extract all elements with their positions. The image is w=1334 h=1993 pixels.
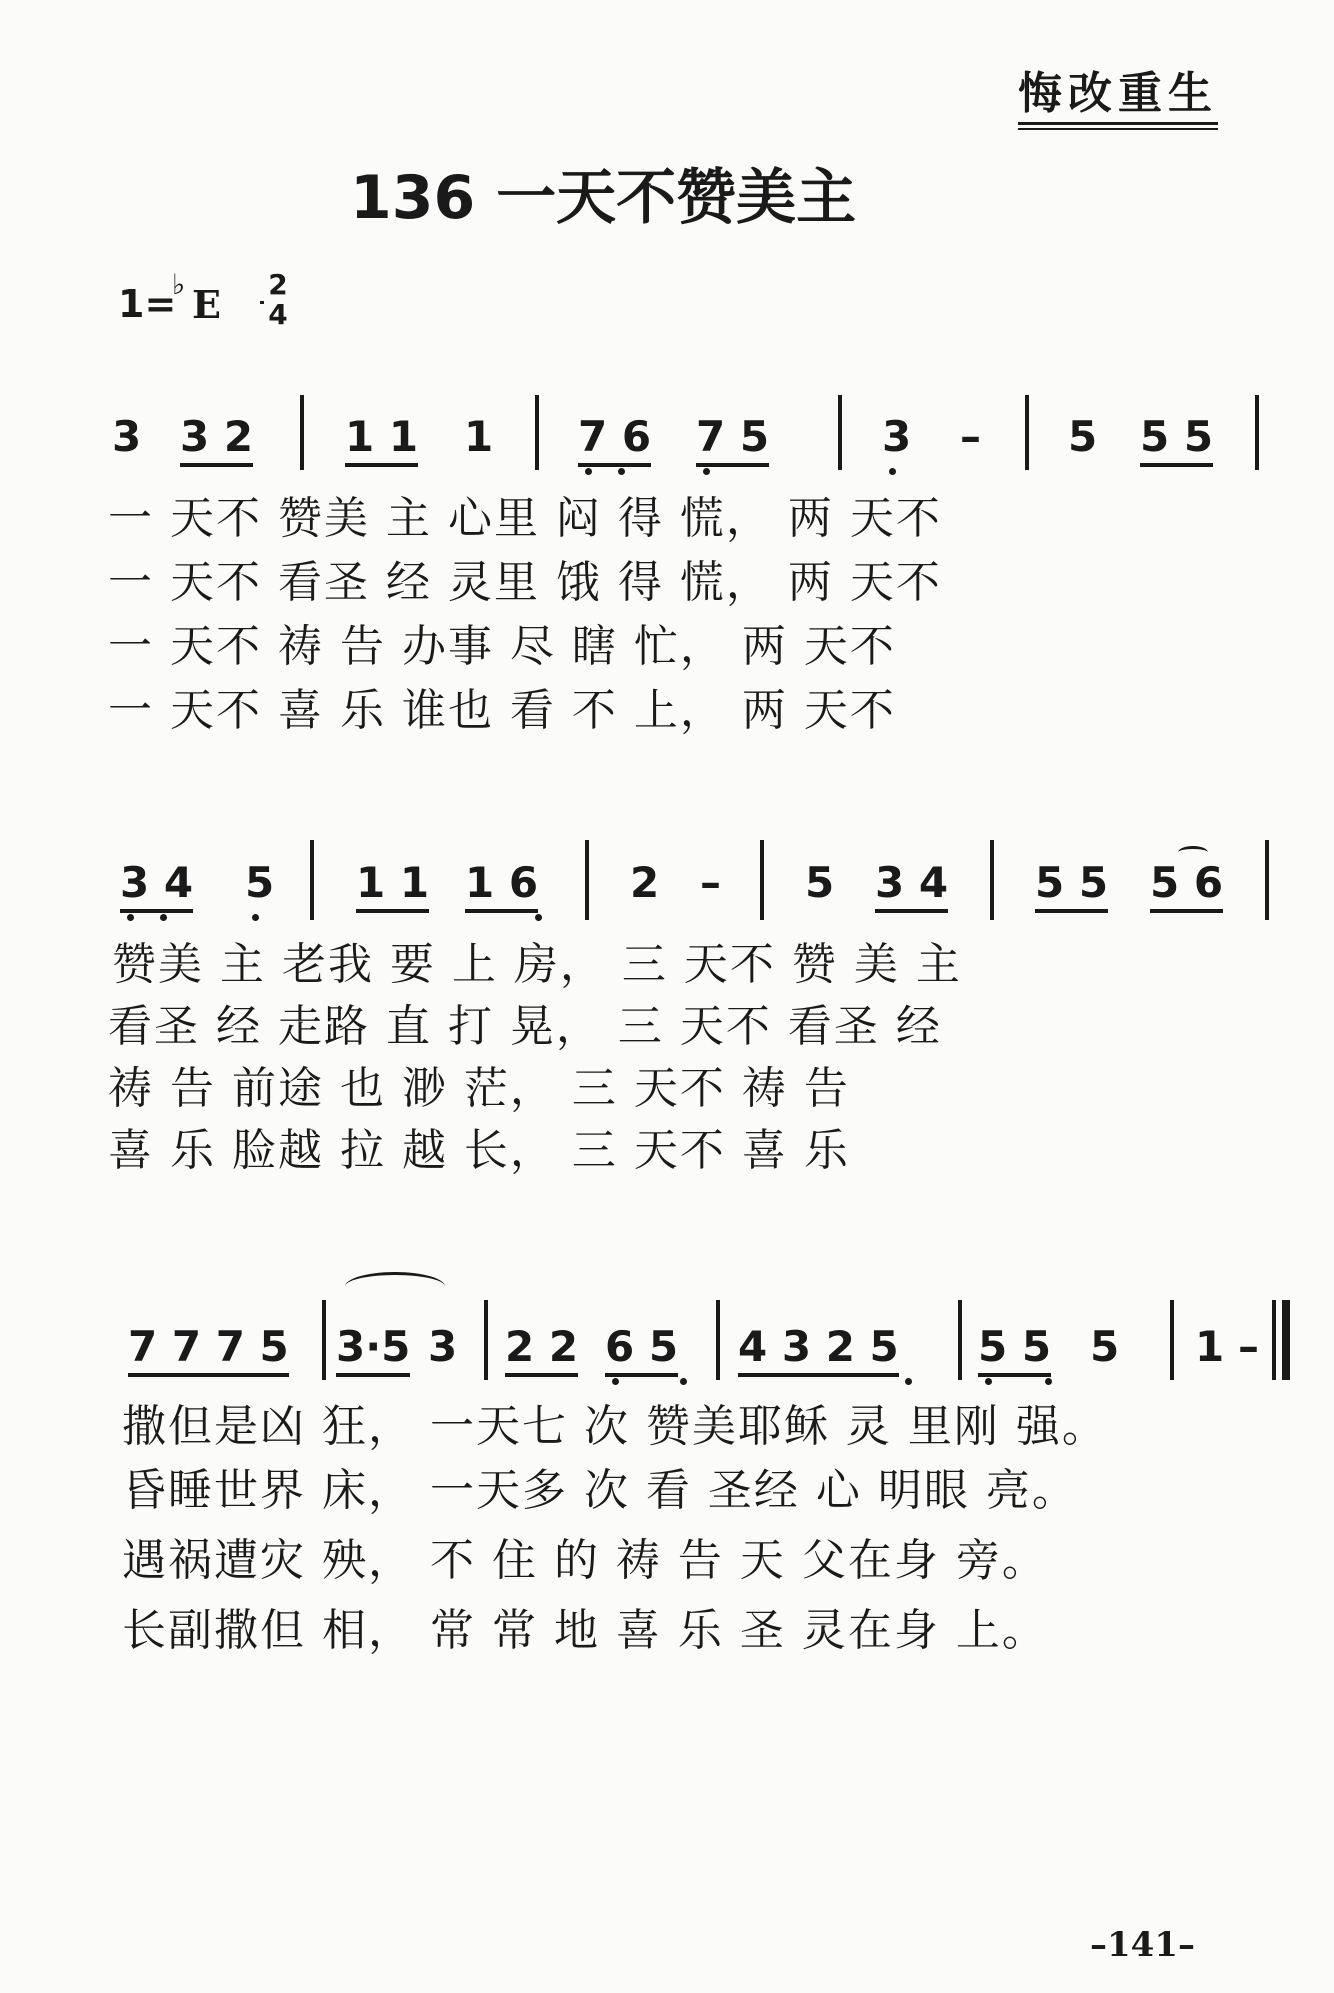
note-group: 3 4 bbox=[120, 858, 193, 913]
note: – bbox=[960, 412, 981, 461]
lyric-line: 遇祸遭灾 殃， 不 住 的 祷 告 天 父在身 旁。 bbox=[122, 1535, 1048, 1586]
lyric-line: 昏睡世界 床， 一天多 次 看 圣经 心 明眼 亮。 bbox=[122, 1465, 1078, 1516]
note: 3 bbox=[882, 412, 912, 461]
flat-sign: ♭ bbox=[172, 268, 186, 301]
note-group: 4 3 2 5 bbox=[738, 1322, 899, 1377]
note: – bbox=[700, 858, 721, 907]
time-top: 2 bbox=[268, 268, 288, 301]
lyric-line: 撒但是凶 狂， 一天七 次 赞美耶稣 灵 里刚 强。 bbox=[122, 1401, 1108, 1452]
note-group: 1 1 bbox=[345, 412, 418, 467]
note-group: 3 4 bbox=[875, 858, 948, 913]
note-group: 3 2 bbox=[180, 412, 253, 467]
note-group: 7 6 bbox=[578, 412, 651, 467]
note: 2 bbox=[630, 858, 660, 907]
note-group: 6 5 bbox=[605, 1322, 678, 1377]
time-signature bbox=[260, 270, 296, 330]
note-group: 5 6 bbox=[1150, 858, 1223, 913]
lyric-line: 喜 乐 脸越 拉 越 长， 三 天不 喜 乐 bbox=[108, 1125, 850, 1176]
note-group: 1 6 bbox=[465, 858, 538, 913]
note: 3 bbox=[112, 412, 142, 461]
lyric-line: 一 天不 赞美 主 心里 闷 得 慌， 两 天不 bbox=[108, 493, 942, 544]
note: 5 bbox=[805, 858, 835, 907]
note: 3 bbox=[428, 1322, 458, 1371]
note: 1 bbox=[464, 412, 494, 461]
lyric-line: 祷 告 前途 也 渺 茫， 三 天不 祷 告 bbox=[108, 1063, 850, 1114]
lyric-line: 一 天不 喜 乐 谁也 看 不 上， 两 天不 bbox=[108, 685, 896, 736]
key-prefix: 1= bbox=[118, 282, 177, 326]
lyric-line: 看圣 经 走路 直 打 晃， 三 天不 看圣 经 bbox=[108, 1001, 942, 1052]
lyric-line: 一 天不 祷 告 办事 尽 瞎 忙， 两 天不 bbox=[108, 621, 896, 672]
lyric-line: 赞美 主 老我 要 上 房， 三 天不 赞 美 主 bbox=[112, 939, 962, 990]
note: 5 bbox=[1090, 1322, 1120, 1371]
note: 5 bbox=[245, 858, 275, 907]
page-number: –141– bbox=[1090, 1925, 1195, 1965]
note-group: 5 5 bbox=[1140, 412, 1213, 467]
section-tag: 悔改重生 bbox=[1018, 70, 1218, 125]
song-title: 136 一天不赞美主 bbox=[350, 163, 857, 233]
note-group: 5 5 bbox=[1035, 858, 1108, 913]
note: 5 bbox=[1068, 412, 1098, 461]
note-group: 1 1 bbox=[356, 858, 429, 913]
note-group: 3·5 bbox=[336, 1322, 410, 1377]
key-letter: E bbox=[192, 282, 221, 327]
time-bottom: 4 bbox=[268, 298, 288, 331]
note: 1 bbox=[1195, 1322, 1225, 1371]
note-group: 5 5 bbox=[978, 1322, 1051, 1377]
lyric-line: 长副撒但 相， 常 常 地 喜 乐 圣 灵在身 上。 bbox=[122, 1605, 1048, 1656]
note-group: 7 5 bbox=[696, 412, 769, 467]
note-group: 2 2 bbox=[505, 1322, 578, 1377]
lyric-line: 一 天不 看圣 经 灵里 饿 得 慌， 两 天不 bbox=[108, 557, 942, 608]
note-group: 7 7 7 5 bbox=[128, 1322, 289, 1377]
note: – bbox=[1238, 1322, 1259, 1371]
